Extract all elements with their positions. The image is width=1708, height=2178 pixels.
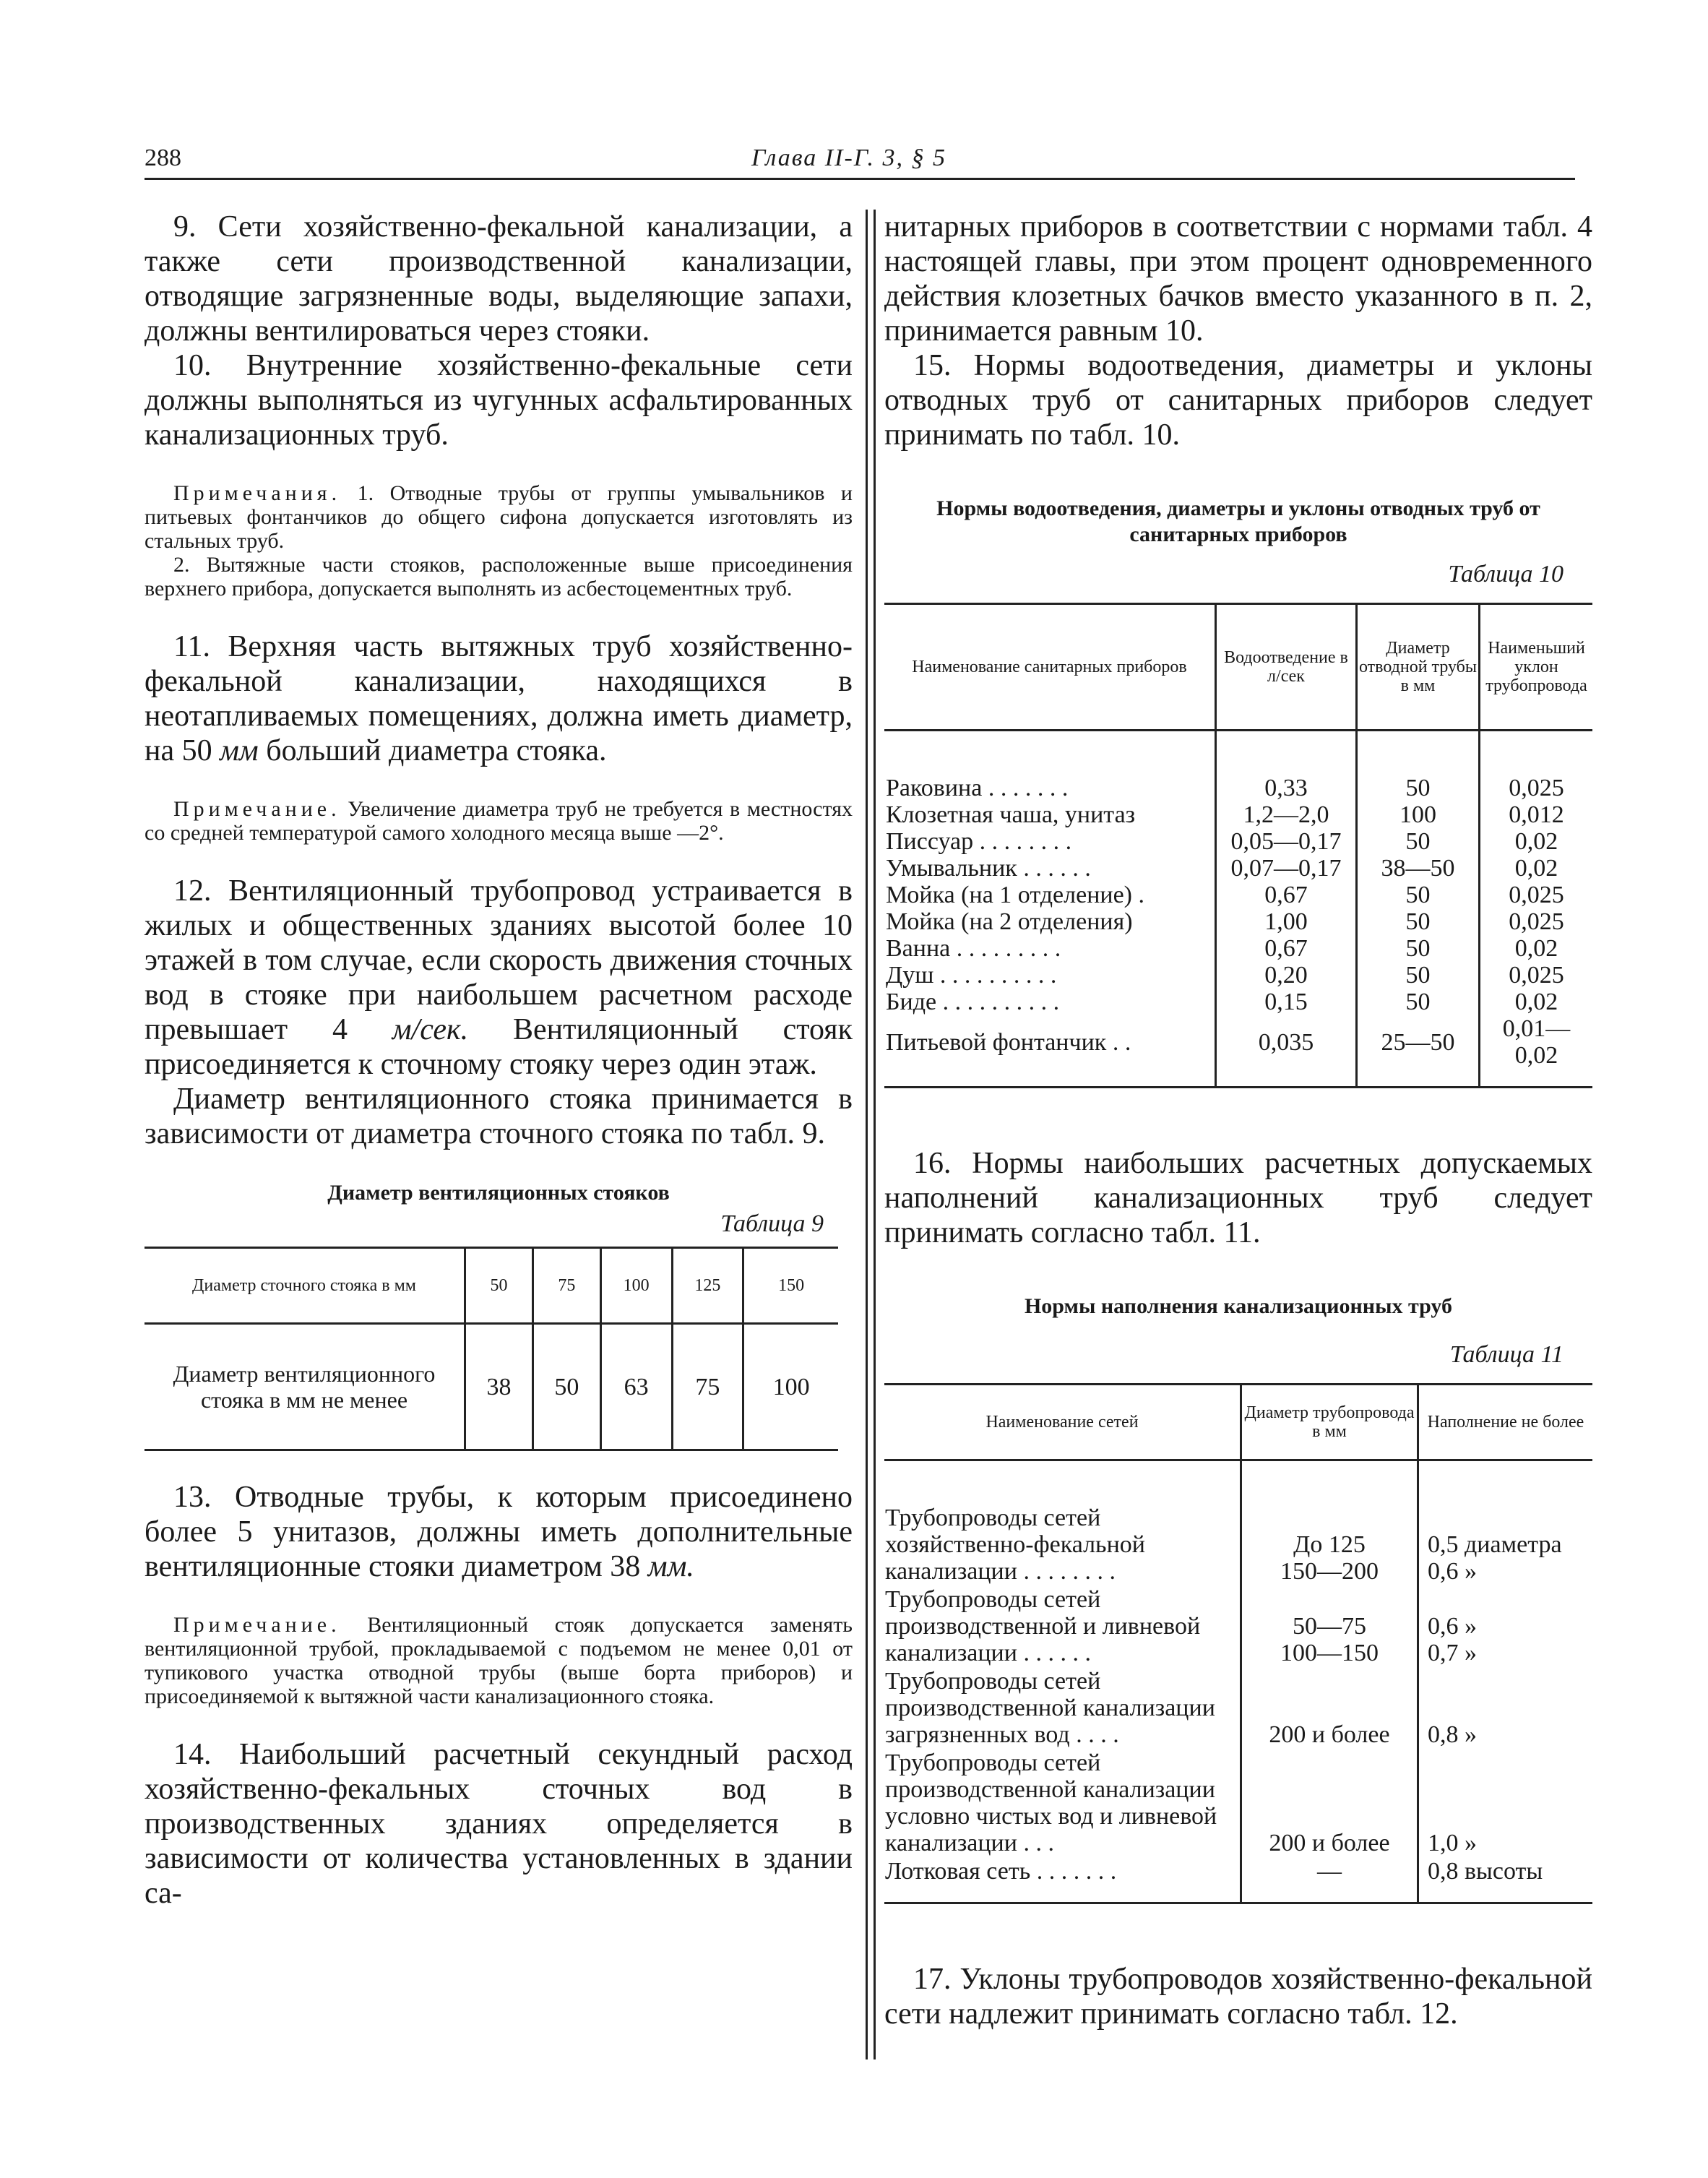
table-cell: 0,025 xyxy=(1480,882,1593,908)
note-label: Примечание. xyxy=(173,797,341,821)
table-11-number: Таблица 11 xyxy=(1449,1341,1563,1368)
note-4 xyxy=(145,1613,853,1708)
table-11-header-cell: Наименование сетей xyxy=(985,1413,1139,1432)
table-cell: — xyxy=(1241,1857,1418,1903)
table-cell: 0,07—0,17 xyxy=(1216,855,1357,882)
table-9-header-row xyxy=(145,1248,838,1324)
note-label: Примечания. xyxy=(173,481,342,505)
table-11-header-row xyxy=(884,1385,1592,1460)
table-cell: 0,67 xyxy=(1216,882,1357,908)
table-10-header-cell: Диаметр отводной трубы в мм xyxy=(1357,604,1480,731)
running-title: Глава II-Г. 3, § 5 xyxy=(751,145,947,171)
table-cell: 50 xyxy=(1357,882,1480,908)
table-cell: 38—50 xyxy=(1357,855,1480,882)
table-cell: Трубопроводы сетей производственной канализации загрязненных вод . . . . xyxy=(885,1668,1215,1748)
p11-text-end: больший диаметра стояка. xyxy=(258,734,607,767)
note-label: Примечание. xyxy=(173,1613,341,1637)
table-cell: 50 xyxy=(1357,731,1480,802)
paragraph-14-continued: нитарных приборов в соответствии с нормами табл. 4 настоящей главы, при этом процент одновременного действия клозетных бачков вместо указанного в п. 2, принимается равным 10. xyxy=(884,210,1592,348)
table-cell: 1,00 xyxy=(1216,908,1357,935)
table-cell: Трубопроводы сетей хозяйственно-фекальной канализации . . . . . . . . xyxy=(885,1505,1145,1585)
table-cell: 0,6 » 0,7 » xyxy=(1418,1585,1593,1667)
table-cell: 0,67 xyxy=(1216,935,1357,962)
table-cell: 1,2—2,0 xyxy=(1216,801,1357,828)
table-cell: 0,025 xyxy=(1480,731,1593,802)
paragraph-17: 17. Уклоны трубопроводов хозяйственно-фекальной сети надлежит принимать согласно табл. 12. xyxy=(884,1963,1592,2031)
note-1 xyxy=(145,481,853,553)
table-cell: Трубопроводы сетей производственной канализации условно чистых вод и ливневой канализации . . . xyxy=(885,1749,1217,1856)
table-cell: Раковина . . . . . . . xyxy=(886,775,1069,801)
paragraph-12-cont: Диаметр вентиляционного стояка принимается в зависимости от диаметра сточного стояка по табл. 9. xyxy=(145,1082,853,1150)
table-row xyxy=(884,1857,1592,1903)
table-11 xyxy=(884,1383,1592,1904)
table-cell: 0,02 xyxy=(1480,828,1593,855)
table-cell: Умывальник . . . . . . xyxy=(886,855,1091,882)
table-row xyxy=(884,962,1592,989)
table-row xyxy=(884,882,1592,908)
table-9 xyxy=(145,1247,838,1451)
table-cell: Мойка (на 2 отделения) xyxy=(886,908,1133,935)
table-cell: 0,025 xyxy=(1480,908,1593,935)
table-cell: 0,02 xyxy=(1480,855,1593,882)
table-cell: 0,20 xyxy=(1216,962,1357,989)
p11-text: 11. Верхняя часть вытяжных труб хозяйственно-фекальной канализации, находящихся в неотапливаемых помещениях, должна иметь диаметр, на 50 xyxy=(145,630,853,767)
table-cell: 1,0 » xyxy=(1418,1749,1593,1857)
table-cell: Клозетная чаша, унитаз xyxy=(886,801,1136,828)
table-cell: 50 xyxy=(1357,828,1480,855)
table-cell: 0,8 » xyxy=(1418,1667,1593,1749)
table-row xyxy=(884,1460,1592,1586)
table-11-header-cell: Диаметр трубопровода в мм xyxy=(1241,1385,1418,1460)
table-cell: 0,5 диаметра 0,6 » xyxy=(1418,1460,1593,1586)
note-text: Вентиляционный стояк допускается заменять вентиляционной трубой, прокладываемой с подъемом не менее 0,01 от тупикового участка отводной трубы (выше борта приборов) и присоединяемой к вытяжной части канализационного стояка. xyxy=(145,1613,853,1708)
table-row xyxy=(884,935,1592,962)
table-9-header-cell: 125 xyxy=(672,1248,743,1324)
table-11-body xyxy=(884,1460,1592,1903)
table-cell: 50 xyxy=(1357,935,1480,962)
table-cell: До 125 150—200 xyxy=(1241,1460,1418,1586)
table-cell: 0,8 высоты xyxy=(1418,1857,1593,1903)
table-row xyxy=(145,1324,838,1450)
table-cell: 50 xyxy=(1357,962,1480,989)
table-cell: Лотковая сеть . . . . . . . xyxy=(885,1858,1117,1885)
table-9-header-cell: 50 xyxy=(465,1248,533,1324)
paragraph-14: 14. Наибольший расчетный секундный расход хозяйственно-фекальных сточных вод в производственных зданиях определяется в зависимости от количества установленных в здании са- xyxy=(145,1738,853,1910)
table-10 xyxy=(884,603,1592,1088)
table-cell: 0,05—0,17 xyxy=(1216,828,1357,855)
table-cell: Писсуар . . . . . . . . xyxy=(886,828,1072,855)
table-cell: Трубопроводы сетей производственной и ливневой канализации . . . . . . xyxy=(885,1586,1201,1666)
table-cell: 100 xyxy=(1357,801,1480,828)
table-row xyxy=(884,1015,1592,1088)
table-10-header-cell: Наименьший уклон трубопровода xyxy=(1480,604,1593,731)
table-row xyxy=(884,908,1592,935)
table-10-body xyxy=(884,731,1592,1088)
paragraph-13 xyxy=(145,1480,853,1584)
table-cell: 100 xyxy=(743,1324,838,1450)
p12-unit: м/сек. xyxy=(392,1013,469,1046)
table-9-caption: Диаметр вентиляционных стояков xyxy=(327,1181,670,1205)
table-cell: Мойка (на 1 отделение) . xyxy=(886,882,1144,908)
p13-unit: мм. xyxy=(647,1550,694,1583)
table-cell: 0,035 xyxy=(1216,1015,1357,1088)
paragraph-11 xyxy=(145,629,853,768)
note-2: 2. Вытяжные части стояков, расположенные выше присоединения верхнего прибора, допускается выполнять из асбестоцементных труб. xyxy=(145,553,853,601)
table-10-header-cell: Наименование санитарных приборов xyxy=(912,658,1187,676)
page-header xyxy=(145,145,1575,179)
table-cell: 0,02 xyxy=(1480,935,1593,962)
table-row xyxy=(884,801,1592,828)
table-row xyxy=(884,855,1592,882)
table-cell: 0,025 xyxy=(1480,962,1593,989)
table-cell: 0,01—0,02 xyxy=(1480,1015,1593,1088)
paragraph-15: 15. Нормы водоотведения, диаметры и уклоны отводных труб от санитарных приборов следует принимать по табл. 10. xyxy=(884,349,1592,452)
note-3 xyxy=(145,797,853,845)
table-cell: Ванна . . . . . . . . . xyxy=(886,935,1061,962)
table-cell: 38 xyxy=(465,1324,533,1450)
table-9-header-cell: 100 xyxy=(600,1248,672,1324)
column-divider xyxy=(866,210,876,2059)
left-column xyxy=(145,210,853,1911)
table-9-header-cell: 75 xyxy=(532,1248,600,1324)
table-cell: 0,15 xyxy=(1216,989,1357,1015)
table-9-row-label: Диаметр вентиляционного стояка в мм не менее xyxy=(173,1361,436,1413)
note-text: Увеличение диаметра труб не требуется в местностях со средней температурой самого холодного месяца выше —2°. xyxy=(145,797,853,845)
table-10-caption: Нормы водоотведения, диаметры и уклоны отводных труб от санитарных приборов xyxy=(936,496,1540,546)
table-cell: Душ . . . . . . . . . . xyxy=(886,962,1057,989)
table-row xyxy=(884,1667,1592,1749)
note-text: 1. Отводные трубы от группы умывальников и питьевых фонтанчиков до общего сифона допускается изготовлять из стальных труб. xyxy=(145,481,853,553)
p11-unit: мм xyxy=(220,734,259,767)
table-cell: 50 xyxy=(1357,989,1480,1015)
paragraph-16: 16. Нормы наибольших расчетных допускаемых наполнений канализационных труб следует принимать согласно табл. 11. xyxy=(884,1147,1592,1249)
table-cell: 50 xyxy=(1357,908,1480,935)
table-row xyxy=(884,989,1592,1015)
table-row xyxy=(884,828,1592,855)
table-cell: 50 xyxy=(532,1324,600,1450)
page-number: 288 xyxy=(145,145,181,171)
table-cell: 200 и более xyxy=(1241,1667,1418,1749)
p12-text-end: Вентиляционный стояк присоединяется к сточному стояку через один этаж. xyxy=(145,1013,853,1081)
table-10-header-cell: Водоотведение в л/сек xyxy=(1216,604,1357,731)
p13-text: 13. Отводные трубы, к которым присоединено более 5 унитазов, должны иметь дополнительные вентиляционные стояки диаметром 38 xyxy=(145,1481,853,1583)
table-10-number: Таблица 10 xyxy=(1448,561,1563,587)
table-11-caption: Нормы наполнения канализационных труб xyxy=(1024,1294,1453,1318)
table-cell: 0,02 xyxy=(1480,989,1593,1015)
table-cell: 0,012 xyxy=(1480,801,1593,828)
paragraph-12 xyxy=(145,874,853,1082)
table-11-header-cell: Наполнение не более xyxy=(1418,1385,1593,1460)
table-row xyxy=(884,1585,1592,1667)
table-9-number: Таблица 9 xyxy=(720,1210,824,1237)
table-cell: 200 и более xyxy=(1241,1749,1418,1857)
table-row xyxy=(884,731,1592,802)
table-cell: 25—50 xyxy=(1357,1015,1480,1088)
table-9-header-cell: 150 xyxy=(743,1248,838,1324)
paragraph-10: 10. Внутренние хозяйственно-фекальные сети должны выполняться из чугунных асфальтированных канализационных труб. xyxy=(145,349,853,452)
table-10-header-row xyxy=(884,604,1592,731)
p12-text: 12. Вентиляционный трубопровод устраивается в жилых и общественных зданиях высотой более 10 этажей в том случае, если скорость движения сточных вод в стояке при наибольшем расчетном расходе превышает 4 xyxy=(145,874,853,1046)
paragraph-9: 9. Сети хозяйственно-фекальной канализации, а также сети производственной канализации, отводящие загрязненные воды, выделяющие запахи, должны вентилироваться через стояки. xyxy=(145,210,853,348)
header-rule xyxy=(145,178,1575,180)
table-cell: Питьевой фонтанчик . . xyxy=(886,1028,1131,1056)
right-column xyxy=(884,210,1592,2031)
table-cell: Биде . . . . . . . . . . xyxy=(886,989,1060,1015)
table-cell: 63 xyxy=(600,1324,672,1450)
table-cell: 0,33 xyxy=(1216,731,1357,802)
table-cell: 50—75 100—150 xyxy=(1241,1585,1418,1667)
table-row xyxy=(884,1749,1592,1857)
table-cell: 75 xyxy=(672,1324,743,1450)
table-9-header-cell: Диаметр сточного стояка в мм xyxy=(192,1276,416,1295)
